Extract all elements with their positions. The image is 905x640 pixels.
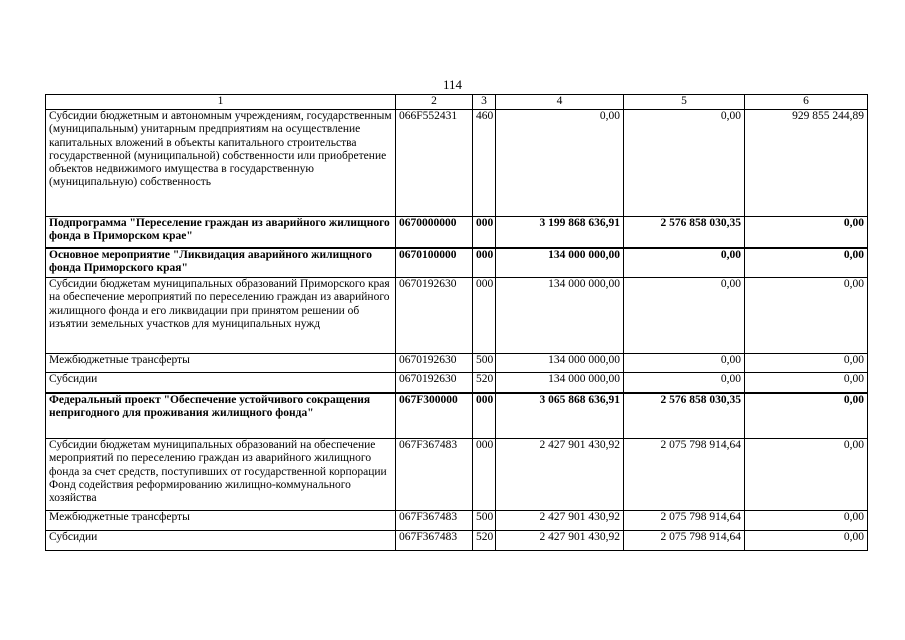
column-header: 2 (396, 95, 473, 110)
row-name: Субсидии (46, 373, 396, 393)
column-header: 5 (624, 95, 745, 110)
row-value-col5: 0,00 (624, 248, 745, 278)
row-value-col4: 134 000 000,00 (496, 354, 624, 373)
row-expense-type: 500 (473, 354, 496, 373)
row-value-col6: 0,00 (745, 511, 868, 531)
row-value-col6: 0,00 (745, 217, 868, 248)
budget-table (45, 94, 868, 551)
row-name: Основное мероприятие "Ликвидация аварийного жилищного фонда Приморского края" (46, 248, 396, 278)
row-code: 0670100000 (396, 248, 473, 278)
row-value-col5: 2 576 858 030,35 (624, 393, 745, 439)
row-value-col5: 2 075 798 914,64 (624, 439, 745, 511)
column-header: 1 (46, 95, 396, 110)
row-value-col5: 0,00 (624, 373, 745, 393)
row-value-col6: 0,00 (745, 393, 868, 439)
row-expense-type: 520 (473, 373, 496, 393)
table-row (46, 531, 868, 551)
row-value-col5: 2 075 798 914,64 (624, 531, 745, 551)
table-header-row (46, 95, 868, 110)
column-header: 3 (473, 95, 496, 110)
row-expense-type: 460 (473, 110, 496, 217)
row-value-col4: 134 000 000,00 (496, 248, 624, 278)
row-value-col6: 929 855 244,89 (745, 110, 868, 217)
row-value-col6: 0,00 (745, 278, 868, 354)
row-name: Субсидии бюджетам муниципальных образований Приморского края на обеспечение мероприятий по переселению граждан из аварийного жилищного фонда и его ликвидации при принятом решении об изъятии земельных участков для муниципальных нужд (46, 278, 396, 354)
row-expense-type: 000 (473, 248, 496, 278)
row-name: Субсидии бюджетным и автономным учреждениям, государственным (муниципальным) унитарным предприятиям на осуществление капитальных вложений в объекты капитального строительства государственной (муниципальной) собственности или приобретение объектов недвижимого имущества в государственную (муниципальную) собственность (46, 110, 396, 217)
row-expense-type: 000 (473, 393, 496, 439)
row-value-col4: 3 199 868 636,91 (496, 217, 624, 248)
row-name: Субсидии бюджетам муниципальных образований на обеспечение мероприятий по переселению граждан из аварийного жилищного фонда за счет средств, поступивших от государственной корпорации Фонд содействия реформированию жилищно-коммунального хозяйства (46, 439, 396, 511)
table-row (46, 511, 868, 531)
table-row (46, 373, 868, 393)
row-code: 0670192630 (396, 278, 473, 354)
table-row (46, 248, 868, 278)
row-expense-type: 500 (473, 511, 496, 531)
row-value-col4: 3 065 868 636,91 (496, 393, 624, 439)
row-code: 067F367483 (396, 531, 473, 551)
row-expense-type: 000 (473, 217, 496, 248)
row-code: 067F367483 (396, 511, 473, 531)
row-name: Межбюджетные трансферты (46, 511, 396, 531)
row-code: 0670192630 (396, 354, 473, 373)
page-number: 114 (442, 77, 463, 92)
column-header: 4 (496, 95, 624, 110)
table-row (46, 217, 868, 248)
row-value-col6: 0,00 (745, 354, 868, 373)
row-value-col6: 0,00 (745, 439, 868, 511)
row-code: 066F552431 (396, 110, 473, 217)
table-row (46, 278, 868, 354)
row-value-col4: 2 427 901 430,92 (496, 531, 624, 551)
row-value-col5: 0,00 (624, 278, 745, 354)
row-value-col4: 2 427 901 430,92 (496, 511, 624, 531)
row-code: 067F300000 (396, 393, 473, 439)
row-expense-type: 000 (473, 439, 496, 511)
row-value-col6: 0,00 (745, 373, 868, 393)
row-name: Межбюджетные трансферты (46, 354, 396, 373)
row-value-col5: 0,00 (624, 110, 745, 217)
row-code: 0670192630 (396, 373, 473, 393)
row-expense-type: 000 (473, 278, 496, 354)
row-code: 067F367483 (396, 439, 473, 511)
row-value-col4: 0,00 (496, 110, 624, 217)
table-row (46, 393, 868, 439)
row-value-col5: 0,00 (624, 354, 745, 373)
row-name: Подпрограмма "Переселение граждан из аварийного жилищного фонда в Приморском крае" (46, 217, 396, 248)
row-value-col5: 2 075 798 914,64 (624, 511, 745, 531)
row-code: 0670000000 (396, 217, 473, 248)
row-name: Субсидии (46, 531, 396, 551)
column-header: 6 (745, 95, 868, 110)
row-value-col4: 134 000 000,00 (496, 278, 624, 354)
row-value-col6: 0,00 (745, 248, 868, 278)
row-value-col4: 134 000 000,00 (496, 373, 624, 393)
table-row (46, 354, 868, 373)
row-name: Федеральный проект "Обеспечение устойчивого сокращения непригодного для проживания жилищного фонда" (46, 393, 396, 439)
row-value-col4: 2 427 901 430,92 (496, 439, 624, 511)
row-value-col6: 0,00 (745, 531, 868, 551)
table-row (46, 110, 868, 217)
row-value-col5: 2 576 858 030,35 (624, 217, 745, 248)
table-row (46, 439, 868, 511)
row-expense-type: 520 (473, 531, 496, 551)
